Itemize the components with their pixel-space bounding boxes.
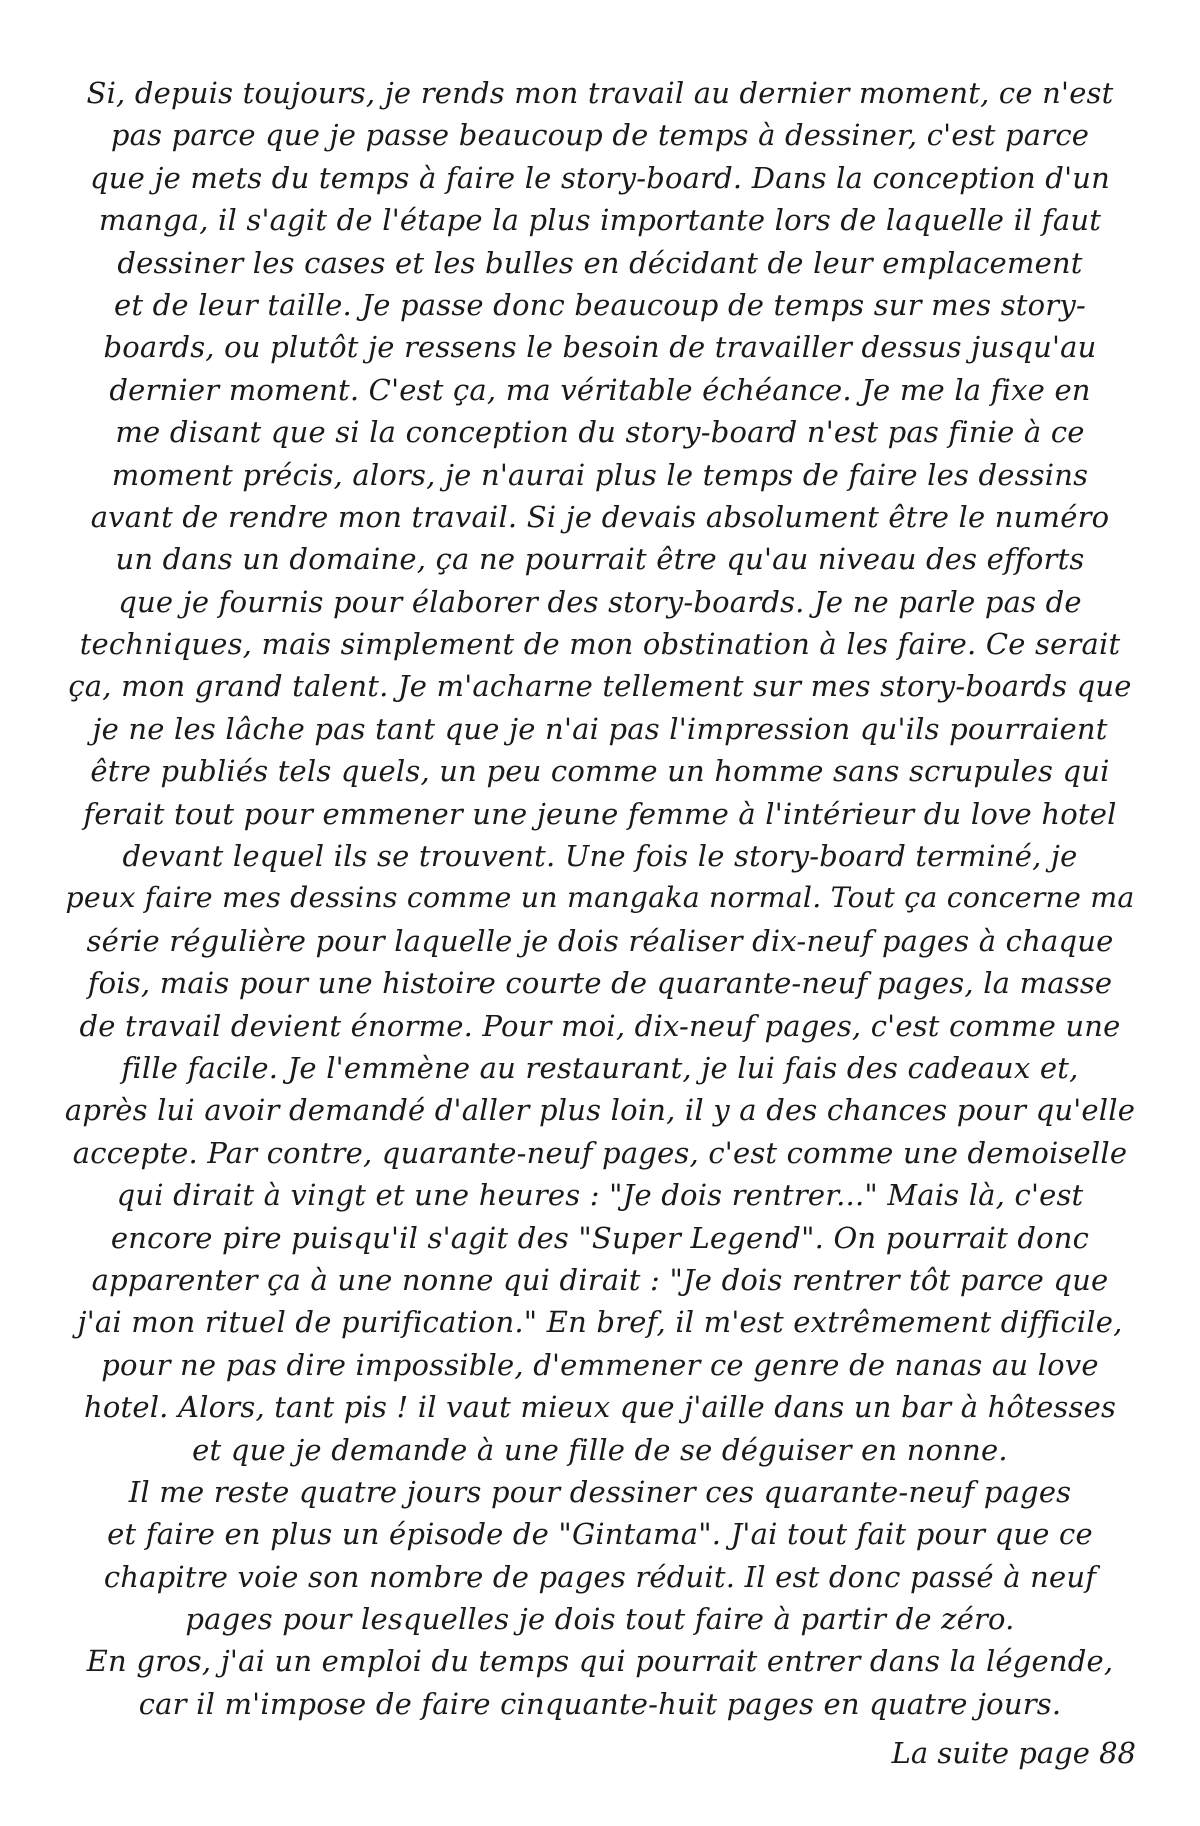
text-line: boards, ou plutôt je ressens le besoin de travailler dessus jusqu'au (103, 330, 1097, 365)
text-line: être publiés tels quels, un peu comme un homme sans scrupules qui (90, 754, 1110, 789)
text-line: de travail devient énorme. Pour moi, dix-neuf pages, c'est comme une (79, 1008, 1121, 1043)
text-line: hotel. Alors, tant pis ! il vaut mieux que j'aille dans un bar à hôtesses (83, 1390, 1117, 1425)
text-line: je ne les lâche pas tant que je n'ai pas l'impression qu'ils pourraient (92, 711, 1108, 746)
text-line: pas parce que je passe beaucoup de temps à dessiner, c'est parce (110, 118, 1090, 153)
text-line: fille facile. Je l'emmène au restaurant, je lui fais des cadeaux et, (121, 1050, 1079, 1085)
text-line: accepte. Par contre, quarante-neuf pages, c'est comme une demoiselle (72, 1135, 1128, 1170)
body-text (60, 72, 1140, 1725)
text-line: pages pour lesquelles je dois tout faire à partir de zéro. (185, 1602, 1015, 1637)
text-line: techniques, mais simplement de mon obstination à les faire. Ce serait (79, 627, 1121, 662)
text-line: me disant que si la conception du story-board n'est pas finie à ce (115, 415, 1085, 450)
text-line: et que je demande à une fille de se déguiser en nonne. (192, 1432, 1008, 1467)
text-line: que je mets du temps à faire le story-board. Dans la conception d'un (90, 160, 1110, 195)
text-line: ça, mon grand talent. Je m'acharne tellement sur mes story-boards que (68, 669, 1132, 704)
text-line: avant de rendre mon travail. Si je devais absolument être le numéro (90, 499, 1110, 534)
text-line: Il me reste quatre jours pour dessiner ces quarante-neuf pages (128, 1474, 1072, 1509)
text-line: peux faire mes dessins comme un mangaka normal. Tout ça concerne ma (65, 881, 1135, 915)
continued-note: La suite page 88 (891, 1736, 1136, 1770)
text-line: série régulière pour laquelle je dois réaliser dix-neuf pages à chaque (86, 923, 1114, 958)
text-line: ferait tout pour emmener une jeune femme à l'intérieur du love hotel (83, 796, 1117, 831)
text-line: j'ai mon rituel de purification." En bref, il m'est extrêmement difficile, (77, 1305, 1123, 1340)
text-line: moment précis, alors, je n'aurai plus le temps de faire les dessins (111, 457, 1089, 492)
text-line: un dans un domaine, ça ne pourrait être qu'au niveau des efforts (115, 542, 1085, 577)
text-line: dernier moment. C'est ça, ma véritable échéance. Je me la fixe en (109, 372, 1091, 407)
text-line: et faire en plus un épisode de "Gintama". J'ai tout fait pour que ce (107, 1517, 1093, 1552)
text-line: après lui avoir demandé d'aller plus loin, il y a des chances pour qu'elle (64, 1093, 1136, 1128)
text-line: et de leur taille. Je passe donc beaucoup de temps sur mes story- (114, 287, 1086, 322)
text-line: apparenter ça à une nonne qui dirait : "Je dois rentrer tôt parce que (91, 1262, 1109, 1297)
text-line: dessiner les cases et les bulles en décidant de leur emplacement (117, 245, 1083, 280)
text-line: car il m'impose de faire cinquante-huit pages en quatre jours. (138, 1686, 1062, 1721)
text-line: fois, mais pour une histoire courte de quarante-neuf pages, la masse (87, 966, 1113, 1001)
text-line: qui dirait à vingt et une heures : "Je dois rentrer..." Mais là, c'est (116, 1178, 1084, 1213)
text-line: que je fournis pour élaborer des story-boards. Je ne parle pas de (118, 584, 1082, 619)
text-line: encore pire puisqu'il s'agit des "Super Legend". On pourrait donc (110, 1220, 1090, 1255)
text-line: En gros, j'ai un emploi du temps qui pourrait entrer dans la légende, (86, 1644, 1114, 1679)
text-line: devant lequel ils se trouvent. Une fois le story-board terminé, je (122, 839, 1078, 874)
text-line: manga, il s'agit de l'étape la plus importante lors de laquelle il faut (98, 203, 1102, 238)
text-line: pour ne pas dire impossible, d'emmener ce genre de nanas au love (101, 1347, 1099, 1382)
text-line: Si, depuis toujours, je rends mon travail au dernier moment, ce n'est (86, 76, 1114, 110)
text-line: chapitre voie son nombre de pages réduit. Il est donc passé à neuf (103, 1559, 1097, 1594)
